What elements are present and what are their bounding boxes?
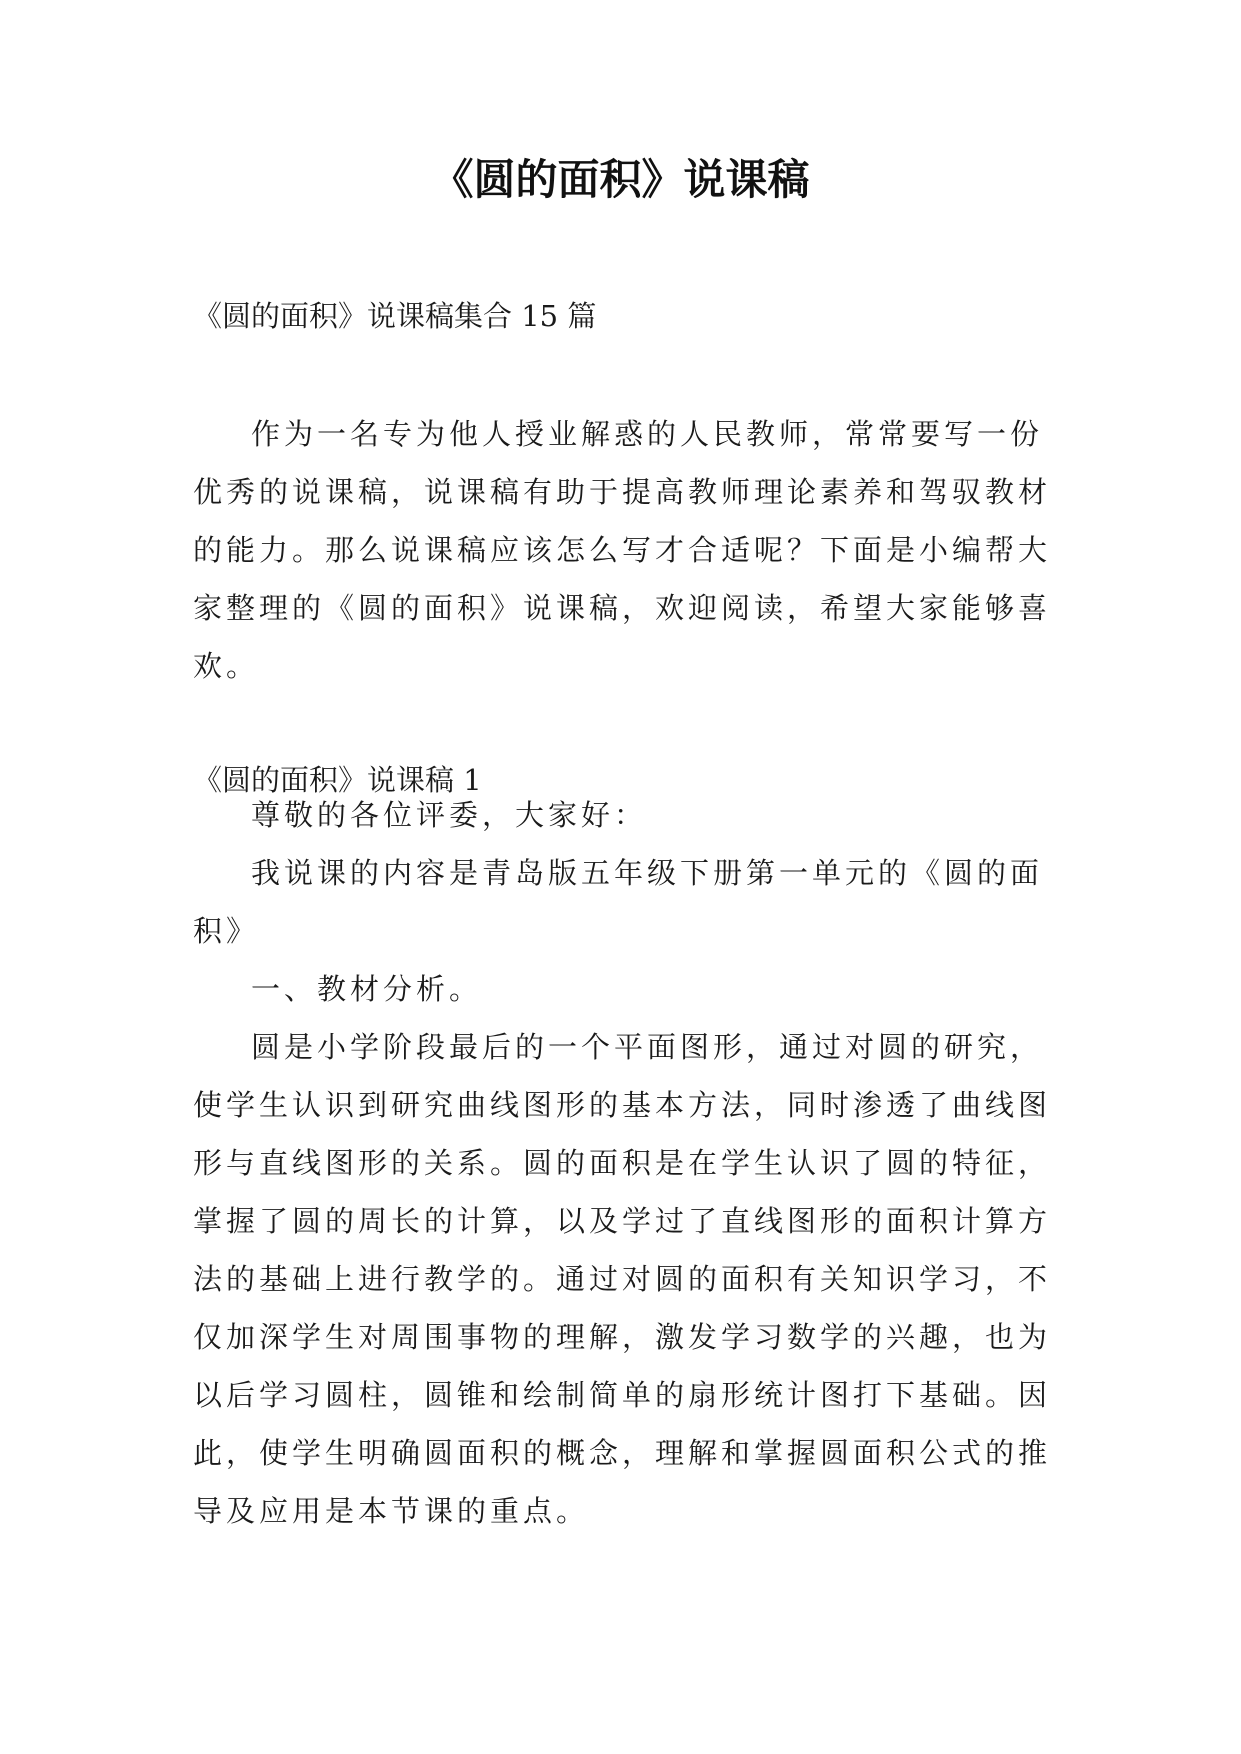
greeting-paragraph: 尊敬的各位评委，大家好： [251, 798, 648, 832]
document-subtitle: 《圆的面积》说课稿集合 15 篇 [193, 299, 597, 333]
page-title: 《圆的面积》说课稿 [431, 155, 810, 204]
analysis-heading: 一、教材分析。 [251, 972, 483, 1006]
content-intro-paragraph: 我说课的内容是青岛版五年级下册第一单元的《圆的面积》 [193, 856, 1044, 948]
analysis-paragraph: 圆是小学阶段最后的一个平面图形，通过对圆的研究，使学生认识到研究曲线图形的基本方法，同时渗透了曲线图形与直线图形的关系。圆的面积是在学生认识了圆的特征，掌握了圆的周长的计算，以及学过了直线图形的面积计算方法的基础上进行教学的。通过对圆的面积有关知识学习，不仅加深学生对周围事物的理解，激发学习数学的兴趣，也为以后学习圆柱，圆锥和绘制简单的扇形统计图打下基础。因此，使学生明确圆面积的概念，理解和掌握圆面积公式的推导及应用是本节课的重点。 [193, 1030, 1052, 1528]
intro-paragraph: 作为一名专为他人授业解惑的人民教师，常常要写一份优秀的说课稿，说课稿有助于提高教师理论素养和驾驭教材的能力。那么说课稿应该怎么写才合适呢？下面是小编帮大家整理的《圆的面积》说课稿，欢迎阅读，希望大家能够喜欢。 [193, 417, 1052, 683]
section-heading: 《圆的面积》说课稿 1 [193, 763, 482, 797]
